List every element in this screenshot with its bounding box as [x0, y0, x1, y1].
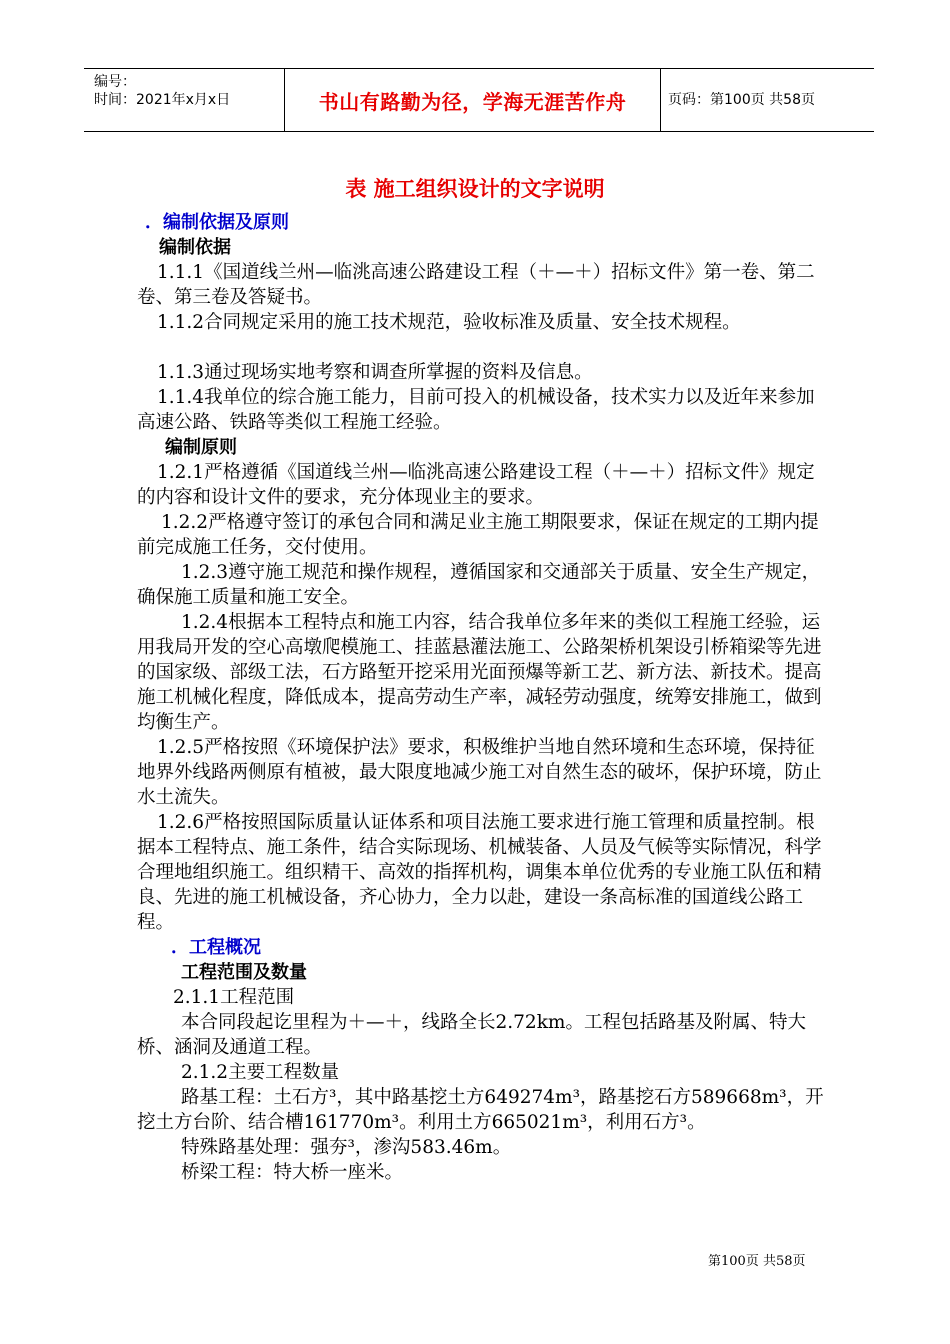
paragraph: 1.2.5严格按照《环境保护法》要求，积极维护当地自然环境和生态环境，保持征地界外线路两侧原有植被，最大限度地减少施工对自然生态的破坏，保护环境，防止水土流失。 — [137, 737, 822, 808]
header-motto: 书山有路勤为径，学海无涯苦作舟 — [284, 69, 661, 131]
section-heading: ．工程概况 — [171, 937, 261, 958]
paragraph: 1.1.1《国道线兰州—临洮高速公路建设工程（＋—＋）招标文件》第一卷、第二卷、第三卷及答疑书。 — [137, 262, 815, 308]
page-header — [84, 68, 874, 132]
document-title: 表 施工组织设计的文字说明 — [345, 177, 605, 201]
header-page-label: 页码：第100页 共58页 — [668, 92, 815, 108]
paragraph: 1.1.2合同规定采用的施工技术规范，验收标准及质量、安全技术规程。 — [157, 312, 741, 333]
time-label: 时间：2021年x月x日 — [94, 92, 231, 108]
paragraph: 1.2.2严格遵守签订的承包合同和满足业主施工期限要求，保证在规定的工期内提前完成施工任务，交付使用。 — [137, 512, 819, 558]
paragraph: 桥梁工程：特大桥一座米。 — [181, 1162, 404, 1183]
paragraph: 1.2.3遵守施工规范和操作规程，遵循国家和交通部关于质量、安全生产规定，确保施工质量和施工安全。 — [137, 562, 821, 608]
subsection-heading: 编制依据 — [159, 237, 231, 258]
paragraph: 1.2.6严格按照国际质量认证体系和项目法施工要求进行施工管理和质量控制。根据本工程特点、施工条件，结合实际现场、机械装备、人员及气候等实际情况，科学合理地组织施工。组织精干、高效的指挥机构，调集本单位优秀的专业施工队伍和精良、先进的施工机械设备，齐心协力，全力以赴，建设一条高标准的国道线公路工程。 — [137, 812, 822, 933]
paragraph: 2.1.2主要工程数量 — [181, 1062, 340, 1083]
subsection-heading: 工程范围及数量 — [181, 962, 307, 983]
paragraph: 1.1.4我单位的综合施工能力，目前可投入的机械设备，技术实力以及近年来参加高速公路、铁路等类似工程施工经验。 — [137, 387, 815, 433]
blank-line — [137, 335, 827, 360]
code-label: 编号： — [94, 74, 136, 90]
paragraph: 路基工程：土石方³，其中路基挖土方649274m³，路基挖石方589668m³，开挖土方台阶、结合槽161770m³。利用土方665021m³，利用石方³。 — [137, 1087, 824, 1133]
paragraph: 2.1.1工程范围 — [173, 987, 295, 1008]
paragraph: 1.2.1严格遵循《国道线兰州—临洮高速公路建设工程（＋—＋）招标文件》规定的内容和设计文件的要求，充分体现业主的要求。 — [137, 462, 815, 508]
paragraph: 特殊路基处理：强夯³，渗沟583.46m。 — [181, 1137, 512, 1158]
header-meta — [94, 73, 230, 109]
paragraph: 本合同段起讫里程为＋—＋，线路全长2.72km。工程包括路基及附属、特大桥、涵洞及通道工程。 — [137, 1012, 806, 1058]
page-footer: 第100页 共58页 — [708, 1254, 806, 1269]
section-heading: ．编制依据及原则 — [145, 212, 289, 233]
paragraph: 1.2.4根据本工程特点和施工内容，结合我单位多年来的类似工程施工经验，运用我局开发的空心高墩爬模施工、挂蓝悬灌法施工、公路架桥机架设引桥箱梁等先进的国家级、部级工法，石方路堑开挖采用光面预爆等新工艺、新方法、新技术。提高施工机械化程度，降低成本，提高劳动生产率，减轻劳动强度，统筹安排施工，做到均衡生产。 — [137, 612, 822, 733]
subsection-heading: 编制原则 — [165, 437, 237, 458]
paragraph: 1.1.3通过现场实地考察和调查所掌握的资料及信息。 — [157, 362, 593, 383]
document-body — [137, 210, 827, 1185]
